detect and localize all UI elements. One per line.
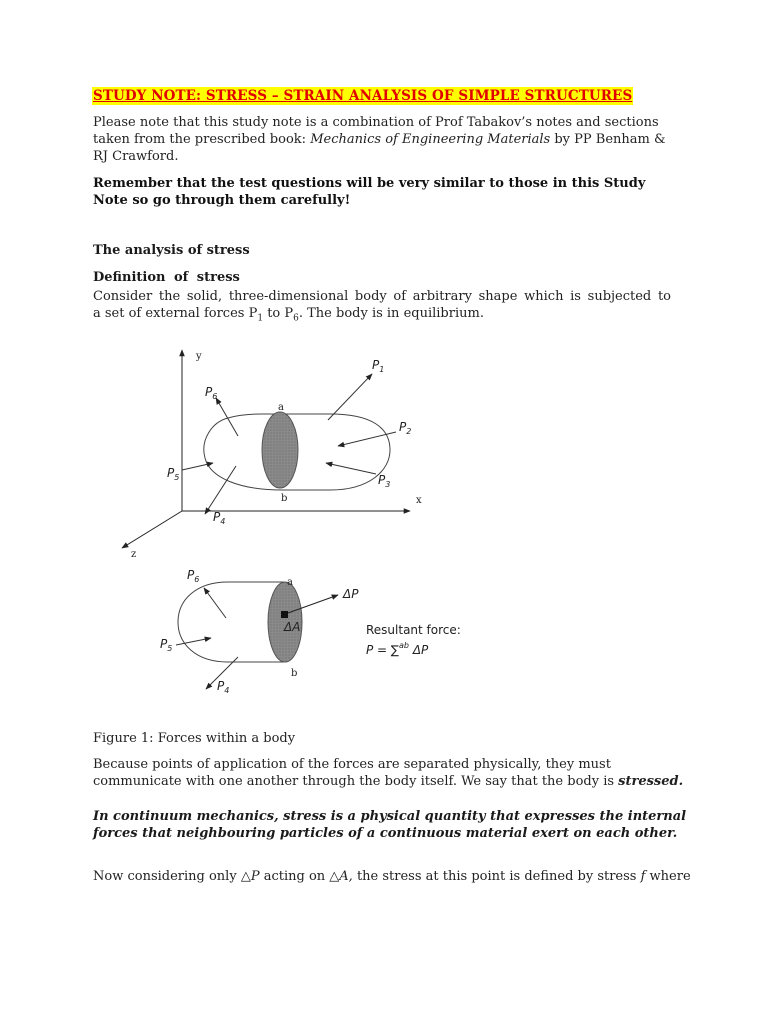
- resultant-label: Resultant force:: [366, 623, 461, 637]
- consider-line-2: a set of external forces P: [93, 306, 258, 321]
- cut-p5-label: $P_5$: [160, 637, 173, 653]
- remember-paragraph: Remember that the test questions will be very similar to those in this Study Note so go through them carefully!: [93, 176, 646, 208]
- stress-symbol: f: [640, 869, 646, 884]
- p6-label: $P_6$: [205, 385, 218, 401]
- now-mid: acting on: [259, 869, 330, 884]
- cut-section: [262, 412, 298, 488]
- intro-text-end: by PP Benham & RJ Crawford.: [93, 132, 666, 164]
- p3-label: $P_3$: [378, 473, 391, 489]
- point-a-label: a: [278, 402, 284, 413]
- delta-p-label: ΔP: [343, 587, 359, 601]
- intro-text: Please note that this study note is a combination of Prof Tabakov’s notes and sections taken from the prescribed book:: [93, 115, 659, 147]
- stressed-word: stressed.: [618, 774, 684, 789]
- now-text: Now considering only: [93, 869, 241, 884]
- consider-line-1: Consider the solid, three-dimensional body of arbitrary shape which is subjected to: [93, 289, 671, 304]
- consider-end: . The body is in equilibrium.: [298, 306, 484, 321]
- axis-x-label: x: [416, 495, 422, 506]
- because-text: Because points of application of the forces are separated physically, they must communicate with one another through the body itself. We say that the body is: [93, 757, 619, 789]
- p1-label: $P_1$: [372, 358, 385, 374]
- consider-to: to P: [263, 306, 294, 321]
- p5-label: $P_5$: [167, 466, 180, 482]
- p2-label: $P_2$: [399, 420, 412, 436]
- subscript-1: 1: [257, 313, 264, 324]
- page-title: STUDY NOTE: STRESS – STRAIN ANALYSIS OF SIMPLE STRUCTURES: [93, 88, 633, 104]
- area-element: [281, 611, 288, 618]
- cut-point-b-label: b: [291, 668, 298, 679]
- subscript-6: 6: [293, 313, 299, 324]
- figure-caption: Figure 1: Forces within a body: [93, 731, 296, 746]
- cut-force-arrows: [176, 588, 238, 689]
- book-title: Mechanics of Engineering Materials: [310, 132, 551, 147]
- axis-z-label: z: [131, 549, 137, 560]
- axis-y-label: y: [196, 351, 202, 362]
- because-paragraph: [93, 756, 693, 790]
- delta-a-symbol: △A,: [329, 869, 353, 884]
- cut-p4-label: $P_4$: [217, 679, 230, 695]
- continuum-paragraph: In continuum mechanics, stress is a physical quantity that expresses the internal forces that neighbouring particles of a continuous material exert on each other.: [93, 809, 687, 841]
- now-end: where: [645, 869, 691, 884]
- resultant-equation: P = ∑$^{ab}$ ΔP: [366, 641, 429, 657]
- definition-heading: Definition of stress: [93, 270, 240, 285]
- now-paragraph: [93, 868, 693, 885]
- cut-point-a-label: a: [287, 577, 293, 588]
- section-heading: The analysis of stress: [93, 243, 250, 258]
- point-b-label: b: [281, 493, 288, 504]
- p4-label: $P_4$: [213, 510, 226, 526]
- cut-p6-label: $P_6$: [187, 568, 200, 584]
- delta-a-label: ΔA: [284, 620, 301, 634]
- delta-p-symbol: △P: [240, 869, 260, 884]
- now-after: the stress at this point is defined by stress: [352, 869, 641, 884]
